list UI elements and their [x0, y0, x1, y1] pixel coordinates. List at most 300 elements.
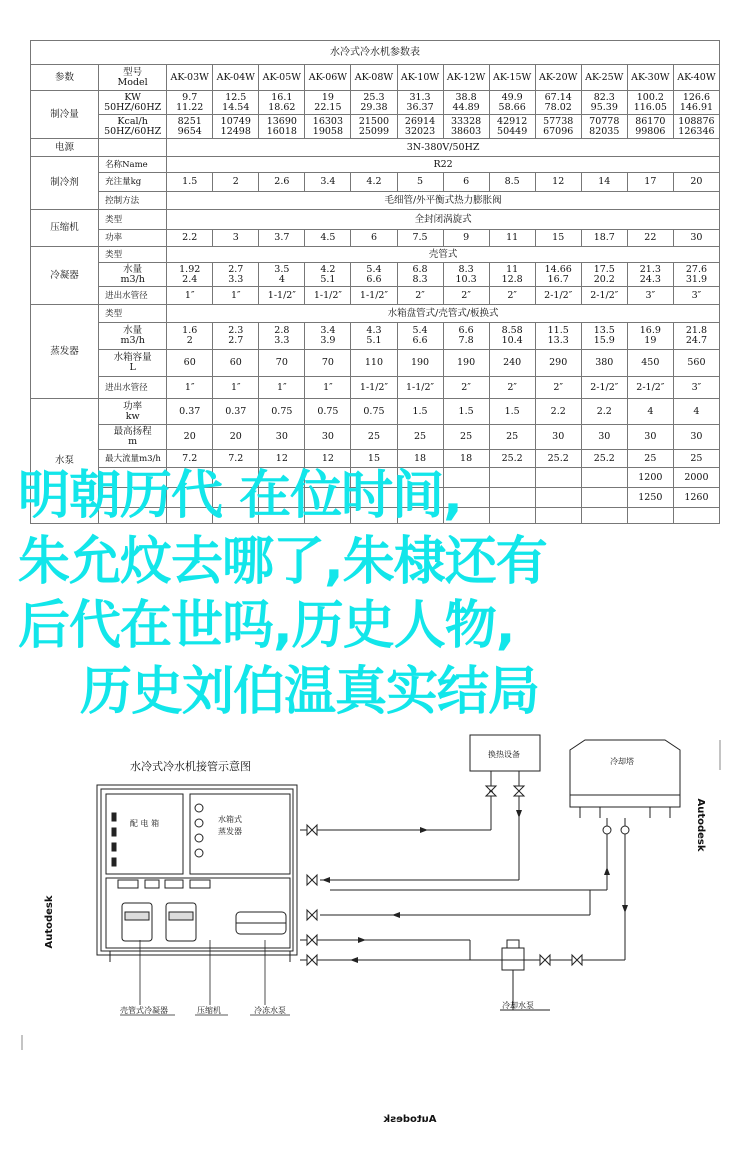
pump-lift-value: 20 — [213, 425, 259, 450]
table-row — [31, 305, 720, 323]
evaporator-flow-value-line-1: 13.5 — [593, 325, 615, 336]
piping-diagram — [0, 700, 750, 1175]
condenser-flow-value — [443, 263, 489, 287]
refrigerant-charge-value: 14 — [581, 173, 627, 192]
heat-exchanger-label: 换热设备 — [488, 750, 520, 759]
compressor-power-value: 2.2 — [167, 230, 213, 247]
partial-row-value — [489, 488, 535, 508]
evaporator-tank-value: 190 — [443, 350, 489, 377]
condenser-pipe-label: 进出水管径 — [99, 287, 167, 305]
table-row — [31, 139, 720, 157]
cooling-kcal-value — [167, 115, 213, 139]
condenser-label: 冷凝器 — [31, 247, 99, 305]
cooling-kw-value-line-1: 31.3 — [409, 91, 431, 103]
evaporator-flow-value — [535, 323, 581, 350]
table-title: 水冷式冷水机参数表 — [31, 41, 720, 65]
evaporator-flow-value-line-1: 5.4 — [412, 325, 428, 336]
condenser-flow-value-line-2: 31.9 — [685, 273, 708, 285]
refrigerant-charge-value: 6 — [443, 173, 489, 192]
evaporator-flow-value — [259, 323, 305, 350]
partial-row-value — [581, 468, 627, 488]
evaporator-flow-value-line-1: 4.3 — [366, 325, 382, 336]
cooling-kcal-label — [99, 115, 167, 139]
pump-lift-label — [99, 425, 167, 450]
pump-lift-value: 25 — [397, 425, 443, 450]
condenser-flow-value — [213, 263, 259, 287]
refrigerant-charge-value: 1.5 — [167, 173, 213, 192]
model-ak-30w: AK-30W — [627, 65, 673, 91]
cooling-kw-value-line-1: 126.6 — [682, 91, 711, 103]
partial-row-value: 1200 — [627, 468, 673, 488]
evaporator-flow-value-line-2: 15.9 — [593, 335, 615, 346]
pump-power-value: 4 — [673, 399, 719, 425]
evaporator-label: 蒸发器 — [31, 305, 99, 399]
chilled-pump-callout: 冷冻水泵 — [254, 1006, 286, 1015]
table-row — [31, 115, 720, 139]
cooling-kw-value-line-1: 25.3 — [363, 91, 385, 103]
cooling-kcal-value-line-2: 82035 — [589, 125, 620, 137]
table-row — [31, 41, 720, 65]
evaporator-flow-value-line-1: 8.58 — [501, 325, 523, 336]
cooling-kw-value-line-1: 12.5 — [225, 91, 247, 103]
cooling-kcal-value-line-2: 67096 — [543, 125, 574, 137]
compressor-power-value: 22 — [627, 230, 673, 247]
cooling-kcal-value — [397, 115, 443, 139]
compressor-power-value: 30 — [673, 230, 719, 247]
cooling-tower-label: 冷却塔 — [610, 757, 634, 766]
model-ak-10w: AK-10W — [397, 65, 443, 91]
condenser-flow-value-line-2: 24.3 — [639, 273, 661, 285]
table-row — [31, 230, 720, 247]
evaporator-flow-value-line-2: 3.9 — [320, 335, 336, 346]
pump-lift-label-line-1: 最高扬程 — [113, 426, 152, 437]
cooling-kw-value-line-2: 11.22 — [176, 101, 204, 113]
evaporator-tank-value: 70 — [305, 350, 351, 377]
condenser-flow-value — [259, 263, 305, 287]
pump-power-value: 1.5 — [489, 399, 535, 425]
condenser-pipe-value: 1-1/2″ — [351, 287, 397, 305]
cooling-kw-value-line-2: 22.15 — [314, 101, 342, 113]
table-row — [31, 173, 720, 192]
evaporator-tank-value: 380 — [581, 350, 627, 377]
cooling-kw-value-line-2: 116.05 — [633, 101, 667, 113]
cooling-kw-value-line-2: 18.62 — [268, 101, 296, 113]
condenser-pipe-value: 1-1/2″ — [305, 287, 351, 305]
condenser-flow-value-line-2: 3.3 — [228, 273, 244, 285]
cooling-kcal-value — [489, 115, 535, 139]
condenser-flow-value — [673, 263, 719, 287]
evaporator-tank-label-line-1: 水箱容量 — [113, 352, 152, 363]
condenser-flow-value-line-1: 14.66 — [544, 263, 572, 275]
pump-flow-value: 12 — [305, 450, 351, 468]
evaporator-flow-value-line-2: 5.1 — [366, 335, 382, 346]
condenser-pipe-value: 2″ — [489, 287, 535, 305]
cooling-kcal-value — [673, 115, 719, 139]
condenser-pipe-value: 2″ — [397, 287, 443, 305]
pump-lift-value: 30 — [259, 425, 305, 450]
cooling-kcal-value-line-2: 25099 — [358, 125, 390, 137]
cooling-kcal-value — [259, 115, 305, 139]
table-row — [31, 350, 720, 377]
evaporator-flow-value-line-1: 2.3 — [228, 325, 244, 336]
cooling-kcal-value-line-2: 9654 — [177, 125, 202, 137]
cooling-kcal-value-line-2: 50449 — [497, 125, 528, 137]
compressor-callout: 压缩机 — [197, 1006, 221, 1015]
condenser-flow-value — [351, 263, 397, 287]
model-ak-40w: AK-40W — [673, 65, 719, 91]
condenser-flow-value-line-1: 11 — [506, 263, 519, 275]
partial-row-value — [581, 508, 627, 524]
pump-power-value: 0.75 — [351, 399, 397, 425]
condenser-flow-value-line-2: 6.6 — [366, 273, 382, 285]
condenser-pipe-value: 1-1/2″ — [259, 287, 305, 305]
evaporator-flow-value — [443, 323, 489, 350]
partial-row-value — [627, 508, 673, 524]
compressor-label: 压缩机 — [31, 210, 99, 247]
cooling-kcal-value — [535, 115, 581, 139]
pump-power-label — [99, 399, 167, 425]
evaporator-pipe-value: 1″ — [167, 377, 213, 399]
table-row — [31, 210, 720, 230]
condenser-pipe-value: 3″ — [673, 287, 719, 305]
pump-flow-value: 25.2 — [581, 450, 627, 468]
refrigerant-charge-value: 17 — [627, 173, 673, 192]
cooling-kcal-value — [305, 115, 351, 139]
evaporator-flow-value-line-1: 2.8 — [274, 325, 290, 336]
headline-line-2: 朱允炆去哪了,朱棣还有 — [18, 532, 547, 592]
pump-power-label-line-2: kw — [125, 410, 140, 422]
cooling-kw-value-line-1: 16.1 — [271, 91, 293, 103]
partial-row-value — [489, 468, 535, 488]
compressor-power-value: 4.5 — [305, 230, 351, 247]
cooling-kcal-value-line-1: 108876 — [678, 115, 715, 127]
evaporator-flow-value-line-2: 3.3 — [274, 335, 290, 346]
cooling-kw-value — [673, 91, 719, 115]
pump-lift-value: 30 — [581, 425, 627, 450]
tank-evaporator-label-1: 水箱式 — [218, 815, 242, 824]
watermark-left: Autodesk — [44, 895, 55, 949]
cooling-kw-value — [627, 91, 673, 115]
cooling-kcal-value-line-2: 16018 — [266, 125, 297, 137]
condenser-flow-value-line-1: 6.8 — [412, 263, 428, 275]
cooling-kw-value-line-2: 14.54 — [222, 101, 250, 113]
model-ak-04w: AK-04W — [213, 65, 259, 91]
pump-power-value: 1.5 — [397, 399, 443, 425]
compressor-power-value: 3.7 — [259, 230, 305, 247]
cooling-water-pump — [500, 940, 550, 1010]
cooling-kcal-value-line-1: 42912 — [497, 115, 528, 127]
evaporator-flow-value — [213, 323, 259, 350]
cooling-kw-value-line-2: 36.37 — [406, 101, 434, 113]
refrigerant-charge-value: 3.4 — [305, 173, 351, 192]
evaporator-flow-value-line-2: 7.8 — [458, 335, 474, 346]
cooling-kcal-value-line-2: 99806 — [635, 125, 666, 137]
cooling-kw-label — [99, 91, 167, 115]
compressor-type-label: 类型 — [99, 210, 167, 230]
evaporator-tank-value: 60 — [213, 350, 259, 377]
cooling-kw-value-line-1: 19 — [321, 91, 334, 103]
compressor-type-value: 全封闭涡旋式 — [167, 210, 720, 230]
pump-label: 水泵 — [31, 399, 99, 524]
table-row — [31, 263, 720, 287]
condenser-flow-value — [581, 263, 627, 287]
cooling-kcal-value — [351, 115, 397, 139]
cooling-kcal-value-line-1: 16303 — [312, 115, 344, 127]
cooling-kcal-value-line-1: 13690 — [266, 115, 297, 127]
evaporator-flow-value-line-2: 6.6 — [412, 335, 428, 346]
pipes — [300, 771, 625, 960]
condenser-flow-value-line-2: 5.1 — [320, 273, 336, 285]
model-ak-06w: AK-06W — [305, 65, 351, 91]
cooling-kw-value-line-1: 67.14 — [544, 91, 572, 103]
partial-row-value — [581, 488, 627, 508]
partial-row-value: 1250 — [627, 488, 673, 508]
cooling-kw-label-line-2: 50HZ/60HZ — [104, 101, 162, 113]
pump-power-value: 2.2 — [581, 399, 627, 425]
evaporator-pipe-value: 2″ — [443, 377, 489, 399]
model-ak-25w: AK-25W — [581, 65, 627, 91]
evaporator-flow-value — [627, 323, 673, 350]
evaporator-flow-label-line-1: 水量 — [123, 325, 143, 336]
pump-power-value: 1.5 — [443, 399, 489, 425]
condenser-flow-value-line-1: 21.3 — [639, 263, 661, 275]
table-row — [31, 450, 720, 468]
condenser-flow-value-line-2: 12.8 — [501, 273, 523, 285]
refrigerant-charge-label: 充注量kg — [99, 173, 167, 192]
compressor-power-value: 3 — [213, 230, 259, 247]
cooling-kw-value — [397, 91, 443, 115]
evaporator-tank-value: 110 — [351, 350, 397, 377]
chiller-cabinet — [97, 785, 297, 962]
pump-flow-value: 15 — [351, 450, 397, 468]
cooling-kw-value-line-2: 146.91 — [679, 101, 714, 113]
cooling-kcal-value-line-1: 26914 — [404, 115, 436, 127]
cooling-kcal-value-line-1: 57738 — [543, 115, 574, 127]
refrigerant-charge-value: 2 — [213, 173, 259, 192]
table-row — [31, 399, 720, 425]
cooling-kw-value — [351, 91, 397, 115]
evaporator-pipe-label: 进出水管径 — [99, 377, 167, 399]
compressor-power-value: 9 — [443, 230, 489, 247]
refrigerant-charge-value: 20 — [673, 173, 719, 192]
pump-lift-value: 25 — [443, 425, 489, 450]
condenser-flow-label-line-2: m3/h — [120, 273, 145, 285]
evaporator-flow-value — [167, 323, 213, 350]
partial-row-value: 2000 — [673, 468, 719, 488]
cooling-kw-value — [443, 91, 489, 115]
evaporator-tank-label-line-2: L — [129, 362, 136, 373]
cooling-kcal-value-line-2: 126346 — [678, 125, 715, 137]
evaporator-type-value: 水箱盘管式/壳管式/板换式 — [167, 305, 720, 323]
watermark-right: Autodesk — [695, 798, 706, 852]
partial-row-value — [489, 508, 535, 524]
condenser-pipe-value: 2-1/2″ — [581, 287, 627, 305]
partial-row-value: 1260 — [673, 488, 719, 508]
pump-lift-value: 30 — [305, 425, 351, 450]
refrigerant-charge-value: 2.6 — [259, 173, 305, 192]
cooling-kcal-value-line-1: 8251 — [177, 115, 202, 127]
pump-power-value: 2.2 — [535, 399, 581, 425]
refrigerant-charge-value: 8.5 — [489, 173, 535, 192]
watermark-bottom: Autodesk — [383, 1114, 437, 1125]
model-header-line-2: Model — [117, 76, 148, 88]
model-ak-08w: AK-08W — [351, 65, 397, 91]
evaporator-tank-value: 60 — [167, 350, 213, 377]
cooling-kw-value-line-1: 100.2 — [636, 91, 664, 103]
cooling-kw-value-line-1: 82.3 — [593, 91, 615, 103]
evaporator-pipe-value: 1″ — [259, 377, 305, 399]
elec-box-label: 配 电 箱 — [130, 819, 160, 828]
condenser-flow-value-line-1: 8.3 — [458, 263, 474, 275]
model-ak-12w: AK-12W — [443, 65, 489, 91]
evaporator-flow-value-line-1: 21.8 — [685, 325, 708, 336]
pump-lift-value: 25 — [489, 425, 535, 450]
evaporator-tank-value: 240 — [489, 350, 535, 377]
evaporator-pipe-value: 2″ — [489, 377, 535, 399]
evaporator-flow-value — [673, 323, 719, 350]
pump-flow-label: 最大流量m3/h — [99, 450, 167, 468]
refrigerant-charge-value: 5 — [397, 173, 443, 192]
evaporator-flow-label — [99, 323, 167, 350]
evaporator-tank-value: 70 — [259, 350, 305, 377]
table-row — [31, 192, 720, 210]
condenser-callout: 壳管式冷凝器 — [120, 1006, 168, 1015]
cooling-kw-value — [535, 91, 581, 115]
condenser-flow-value-line-2: 20.2 — [593, 273, 615, 285]
evaporator-tank-value: 190 — [397, 350, 443, 377]
compressor-power-label: 功率 — [99, 230, 167, 247]
power-value: 3N-380V/50HZ — [167, 139, 720, 157]
condenser-flow-value — [167, 263, 213, 287]
pump-power-label-line-1: 功率 — [123, 400, 143, 412]
pump-lift-value: 20 — [167, 425, 213, 450]
pump-flow-value: 7.2 — [213, 450, 259, 468]
condenser-flow-value — [535, 263, 581, 287]
evaporator-flow-value-line-2: 2.7 — [228, 335, 244, 346]
condenser-flow-value-line-1: 27.6 — [685, 263, 708, 275]
compressor-power-value: 11 — [489, 230, 535, 247]
evaporator-flow-value-line-2: 13.3 — [547, 335, 569, 346]
refrigerant-name-label: 名称Name — [99, 157, 167, 173]
table-row — [31, 65, 720, 91]
evaporator-flow-value-line-2: 10.4 — [501, 335, 523, 346]
cooling-kcal-value — [443, 115, 489, 139]
condenser-type-label: 类型 — [99, 247, 167, 263]
cooling-kw-value-line-2: 78.02 — [544, 101, 572, 113]
condenser-flow-value-line-2: 4 — [278, 273, 285, 285]
evaporator-flow-value-line-1: 6.6 — [458, 325, 474, 336]
evaporator-pipe-value: 1-1/2″ — [397, 377, 443, 399]
model-ak-15w: AK-15W — [489, 65, 535, 91]
condenser-flow-label — [99, 263, 167, 287]
evaporator-pipe-value: 1″ — [213, 377, 259, 399]
evaporator-pipe-value: 3″ — [673, 377, 719, 399]
pump-flow-value: 7.2 — [167, 450, 213, 468]
cooling-kcal-value-line-1: 10749 — [220, 115, 251, 127]
cooling-kw-value — [489, 91, 535, 115]
cooling-tower — [570, 740, 680, 818]
table-row — [31, 377, 720, 399]
pump-flow-value: 25 — [627, 450, 673, 468]
condenser-flow-value-line-1: 17.5 — [593, 263, 615, 275]
pump-power-value: 0.37 — [213, 399, 259, 425]
pump-flow-value: 18 — [443, 450, 489, 468]
condenser-flow-value-line-2: 16.7 — [547, 273, 569, 285]
condenser-flow-value-line-1: 2.7 — [228, 263, 244, 275]
cooling-label: 制冷量 — [31, 91, 99, 139]
condenser-flow-value-line-1: 4.2 — [320, 263, 336, 275]
evaporator-pipe-value: 2-1/2″ — [627, 377, 673, 399]
evaporator-flow-value — [489, 323, 535, 350]
model-ak-03w: AK-03W — [167, 65, 213, 91]
cooling-kcal-value — [627, 115, 673, 139]
evaporator-flow-value — [397, 323, 443, 350]
model-ak-20w: AK-20W — [535, 65, 581, 91]
refrigerant-name-value: R22 — [167, 157, 720, 173]
condenser-flow-value-line-1: 5.4 — [366, 263, 382, 275]
evaporator-flow-value-line-2: 19 — [644, 335, 657, 346]
cooling-kw-value-line-2: 44.89 — [452, 101, 480, 113]
evaporator-flow-value-line-2: 24.7 — [685, 335, 708, 346]
evaporator-flow-label-line-2: m3/h — [120, 335, 145, 346]
condenser-pipe-value: 2″ — [443, 287, 489, 305]
condenser-type-value: 壳管式 — [167, 247, 720, 263]
cooling-kw-value — [581, 91, 627, 115]
cooling-kcal-value-line-2: 12498 — [220, 125, 251, 137]
condenser-flow-value — [305, 263, 351, 287]
condenser-flow-value-line-2: 8.3 — [412, 273, 428, 285]
cooling-kw-value-line-1: 9.7 — [182, 91, 198, 103]
partial-row-value — [535, 508, 581, 524]
evaporator-pipe-value: 2″ — [535, 377, 581, 399]
cooling-kw-value-line-2: 29.38 — [360, 101, 388, 113]
pump-flow-value: 18 — [397, 450, 443, 468]
cooling-kcal-value-line-1: 86170 — [635, 115, 666, 127]
partial-row-value — [673, 508, 719, 524]
evaporator-pipe-value: 1-1/2″ — [351, 377, 397, 399]
cooling-kcal-value — [581, 115, 627, 139]
condenser-pipe-value: 1″ — [167, 287, 213, 305]
evaporator-flow-value-line-2: 2 — [186, 335, 193, 346]
pump-lift-label-line-2: m — [128, 436, 138, 447]
model-header — [99, 65, 167, 91]
evaporator-flow-value-line-1: 3.4 — [320, 325, 336, 336]
cooling-kw-value-line-1: 38.8 — [455, 91, 477, 103]
pump-lift-value: 30 — [673, 425, 719, 450]
table-row — [31, 425, 720, 450]
evaporator-tank-value: 450 — [627, 350, 673, 377]
pump-flow-value: 12 — [259, 450, 305, 468]
refrigerant-charge-value: 4.2 — [351, 173, 397, 192]
evaporator-flow-value-line-1: 16.9 — [639, 325, 661, 336]
power-label: 电源 — [31, 139, 99, 157]
cooling-kcal-value-line-1: 70778 — [589, 115, 620, 127]
spec-table — [30, 40, 720, 524]
pump-lift-value: 25 — [351, 425, 397, 450]
refrigerant-control-label: 控制方法 — [99, 192, 167, 210]
cooling-kw-value-line-1: 49.9 — [501, 91, 523, 103]
model-header-line-1: 型号 — [123, 66, 143, 78]
headline-line-4: 历史刘伯温真实结局 — [80, 662, 540, 722]
evaporator-flow-value-line-1: 11.5 — [547, 325, 569, 336]
refrigerant-control-value: 毛细管/外平衡式热力膨胀阀 — [167, 192, 720, 210]
condenser-flow-label-line-1: 水量 — [123, 263, 143, 275]
evaporator-tank-value: 290 — [535, 350, 581, 377]
cooling-kcal-value — [213, 115, 259, 139]
cooling-kcal-value-line-2: 32023 — [404, 125, 436, 137]
pump-lift-value: 30 — [627, 425, 673, 450]
table-row — [31, 323, 720, 350]
